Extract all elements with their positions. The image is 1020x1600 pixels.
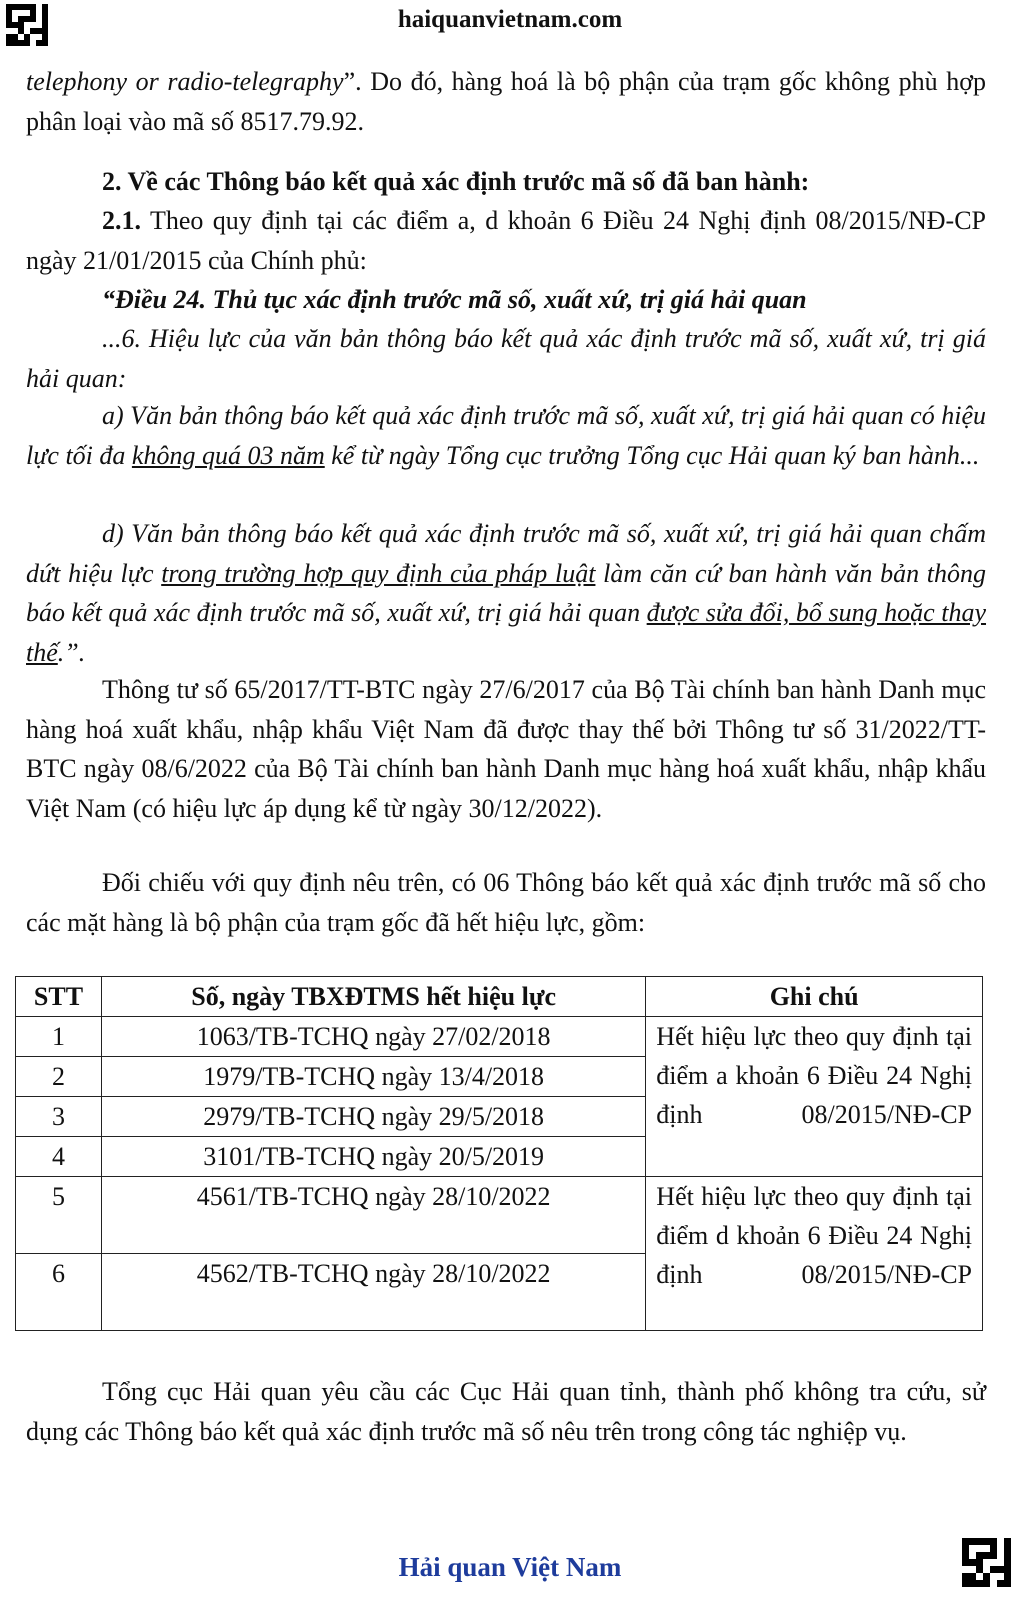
table-cell-stt: 6 xyxy=(16,1254,102,1331)
table-header: Số, ngày TBXĐTMS hết hiệu lực xyxy=(101,977,645,1017)
expired-notices-table xyxy=(15,976,983,1331)
paragraph-circular: Thông tư số 65/2017/TT-BTC ngày 27/6/2017 của Bộ Tài chính ban hành Danh mục hàng hoá xuất khẩu, nhập khẩu Việt Nam đã được thay thế bởi Thông tư số 31/2022/TT-BTC ngày 08/6/2022 của Bộ Tài chính ban hành Danh mục hàng hoá xuất khẩu, nhập khẩu Việt Nam (có hiệu lực áp dụng kể từ ngày 30/12/2022). xyxy=(26,675,986,823)
underlined-text: không quá 03 năm xyxy=(131,440,325,470)
table-cell-stt: 5 xyxy=(16,1177,102,1254)
table-cell-note: Hết hiệu lực theo quy định tại điểm d khoản 6 Điều 24 Nghị định 08/2015/NĐ-CP xyxy=(646,1177,983,1331)
table-cell-doc: 1979/TB-TCHQ ngày 13/4/2018 xyxy=(101,1057,645,1097)
table-cell-doc: 1063/TB-TCHQ ngày 27/02/2018 xyxy=(101,1017,645,1057)
paragraph-telephony xyxy=(26,62,986,141)
clause-text: làm căn cứ ban hành văn bản thông báo kết quả xác định trước mã số, xuất xứ, trị giá hải quan xyxy=(26,558,986,627)
table-cell-doc: 4561/TB-TCHQ ngày 28/10/2022 xyxy=(101,1177,645,1254)
paragraph-text: Theo quy định tại các điểm a, d khoản 6 Điều 24 Nghị định 08/2015/NĐ-CP ngày 21/01/2015 của Chính phủ: xyxy=(26,206,986,275)
paragraph-compare: Đối chiếu với quy định nêu trên, có 06 Thông báo kết quả xác định trước mã số cho các mặt hàng là bộ phận của trạm gốc đã hết hiệu lực, gồm: xyxy=(26,868,986,937)
table-cell-note: Hết hiệu lực theo quy định tại điểm a khoản 6 Điều 24 Nghị định 08/2015/NĐ-CP xyxy=(646,1017,983,1177)
table-cell-stt: 3 xyxy=(16,1097,102,1137)
paragraph-2-1 xyxy=(26,201,986,280)
site-header: haiquanvietnam.com xyxy=(397,6,623,33)
clause-d xyxy=(26,514,986,672)
clause-text: d) Văn bản thông báo kết quả xác định trước mã số, xuất xứ, trị giá hải quan chấm dứt hiệu lực xyxy=(26,519,986,588)
underlined-text: trong trường hợp quy định của pháp luật xyxy=(161,558,596,588)
underlined-text: được sửa đổi, bổ sung hoặc thay thế xyxy=(26,598,987,667)
clause-text: a) Văn bản thông báo kết quả xác định trước mã số, xuất xứ, trị giá hải quan có hiệu lực tối đa xyxy=(26,401,986,470)
table-row xyxy=(16,1177,983,1254)
table-header: Ghi chú xyxy=(646,977,983,1017)
article-title: “Điều 24. Thủ tục xác định trước mã số, xuất xứ, trị giá hải quan xyxy=(102,285,807,314)
section-number: 2.1. xyxy=(102,206,141,235)
table-cell-doc: 3101/TB-TCHQ ngày 20/5/2019 xyxy=(101,1137,645,1177)
italic-quote: telephony or radio-telegraphy xyxy=(26,67,344,96)
table-cell-stt: 4 xyxy=(16,1137,102,1177)
paragraph-final: Tổng cục Hải quan yêu cầu các Cục Hải quan tỉnh, thành phố không tra cứu, sử dụng các Thông báo kết quả xác định trước mã số nêu trên trong công tác nghiệp vụ. xyxy=(26,1377,986,1446)
table-row xyxy=(16,1017,983,1057)
table-cell-stt: 2 xyxy=(16,1057,102,1097)
clause-text: .”. xyxy=(57,637,86,667)
clause-6: ...6. Hiệu lực của văn bản thông báo kết quả xác định trước mã số, xuất xứ, trị giá hải quan: xyxy=(26,324,986,393)
table-cell-stt: 1 xyxy=(16,1017,102,1057)
clause-a xyxy=(26,396,986,475)
section-heading: 2. Về các Thông báo kết quả xác định trước mã số đã ban hành: xyxy=(102,167,810,196)
table-header-row xyxy=(16,977,983,1017)
table-cell-doc: 4562/TB-TCHQ ngày 28/10/2022 xyxy=(101,1254,645,1331)
table-cell-doc: 2979/TB-TCHQ ngày 29/5/2018 xyxy=(101,1097,645,1137)
paragraph-text: ”. Do đó, hàng hoá là bộ phận của trạm gốc không phù hợp phân loại vào mã số 8517.79.92. xyxy=(26,67,986,136)
table-header: STT xyxy=(16,977,102,1017)
footer-brand: Hải quan Việt Nam xyxy=(398,1552,622,1582)
clause-text: kể từ ngày Tổng cục trưởng Tổng cục Hải quan ký ban hành... xyxy=(324,440,980,470)
qr-code-icon xyxy=(962,1538,1010,1586)
